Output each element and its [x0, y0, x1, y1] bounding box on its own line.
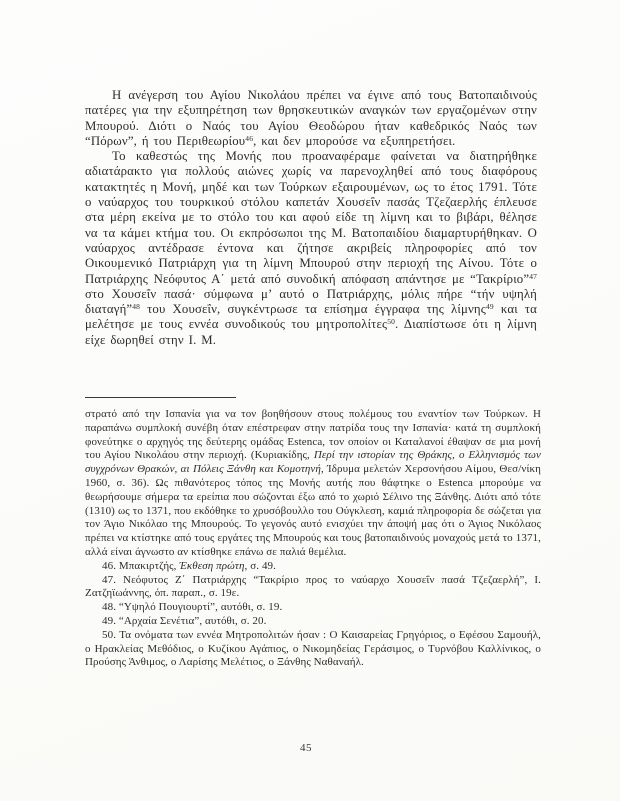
page-number: 45 [300, 742, 312, 754]
footnote-separator-rule [85, 397, 236, 398]
body-text-run: 46. Μπακιρτζής, [102, 559, 180, 572]
footnote-reference-superscript: 49 [485, 302, 494, 312]
footnotes-block [85, 408, 541, 670]
main-text-block [85, 88, 537, 348]
body-text-run: Το καθεστώς της Μονής που προαναφέραμε φαίνεται να διατηρήθηκε αδιατάρακτο για πολλούς αιώνες χωρίς να παρενοχληθεί από τους διαφόρους κατακτητές η Μονή, μηδέ και των Τούρκων εξαιρουμένων, ως το έτος 1791. Τότε ο ναύαρχος του τουρκικού στόλου καπετάν Χουσεΐν πασάς Τζεζαερλής έπλευσε στα μέρη εκείνα με το στόλο του και αφού είδε τη λίμνη και το βιβάρι, θέλησε να τα κάμει κτήμα του. Οι εκπρόσωποι της Μ. Βατοπαιδίου διαμαρτυρήθηκαν. Ο ναύαρχος αντέδρασε έντονα και ζήτησε ακριβείς πληροφορίες από τον Οικουμενικό Πατριάρχη για τη λίμνη Μπουρού στην περιοχή της Αίνου. Τότε ο Πατριάρχης Νεόφυτος Α΄ μετά από συνοδική απόφαση απάντησε με “Τακρίριο” [85, 149, 537, 286]
body-text-run: στο Χουσεΐν πασά· σύμφωνα μ’ αυτό ο Πατριάρχης, μόλις πήρε “τήν υψηλή διαταγή” [85, 286, 537, 317]
body-text-run: , Ίδρυμα μελετών Χερσονήσου Αίμου, Θεσ/νίκη 1960, σ. 36). Ως πιθανότερος τόπος της Μονής αυτής που θάφτηκε ο Estenca μπορούμε να θεωρήσουμε σήμερα τα ερείπια που σώζονται έξω από το χωριό Σέλινο της Ξάνθης. Διότι από τότε (1310) ως το 1371, που εκδόθηκε το χρυσόβουλλο του Ούγκλεση, καμιά πληροφορία δε σώζεται για τον Άγιο Νικόλαο της Μπουρούς. Το γεγονός αυτό ενισχύει την άποψή μας ότι ο Άγιος Νικόλαος πρέπει να κτίστηκε από τους εργάτες της Μπουρούς και τους βατοπαιδινούς μοναχούς μετά το 1371, αλλά είναι άγνωστο αν κτίσθηκε επάνω σε παλιά θεμέλια. [85, 463, 541, 558]
footnote-reference-superscript: 47 [529, 271, 537, 281]
italic-title-text: Έκθεση πρώτη [179, 559, 245, 572]
body-text-run: . Διαπίστωσε ότι η λίμνη είχε δωρηθεί στην Ι. Μ. [85, 317, 537, 347]
body-text-run: 48. “Υψηλό Πουγιουρτί”, αυτόθι, σ. 19. [102, 601, 283, 614]
body-text-run: στρατό από την Ισπανία για να τον βοηθήσουν στους πολέμους του εναντίον των Τούρκων. Η παραπάνω συμπλοκή συνέβη όταν επέστρεφαν στην πατρίδα τους την Ισπανία· κατά τη συμπλοκή φονεύτηκε ο αρχηγός της δεύτερης ομάδας Estenca, τον οποίον οι Καταλανοί έθαψαν σε μια μονή του Αγίου Νικολάου στην περιοχή. (Κυριακίδης, [85, 408, 541, 462]
paragraph-agios-nikolaos [85, 88, 537, 149]
footnote-50 [85, 629, 541, 670]
footnote-continuation [85, 408, 541, 560]
body-text-run: , σ. 49. [244, 559, 277, 572]
body-text-run: 50. Τα ονόματα των εννέα Μητροπολιτών ήσαν : Ο Καισαρείας Γρηγόριος, ο Εφέσου Σαμουήλ, ο Ηρακλείας Μεθόδιος, ο Κυζίκου Αγάπιος, ο Νικομηδείας Γεράσιμος, ο Τυρνόβου Καλλίνικος, ο Προύσης Άνθιμος, ο Λαρίσης Μελέτιος, ο Ξάνθης Ναθαναήλ. [85, 628, 541, 669]
footnote-46 [85, 560, 541, 574]
body-text-run: , και δεν μπορούσε να εξυπηρετήσει. [253, 133, 456, 148]
italic-title-text: Περί την ιστορίαν της Θράκης, ο Ελληνισμός των συγχρόνων Θρακών, αι Πόλεις Ξάνθη και Κομοτηνή [85, 449, 541, 476]
body-text-run: 47. Νεόφυτος Ζ΄ Πατριάρχης “Τακρίριο προς το ναύαρχο Χουσεΐν πασά Τζεζαερλή”, Ι. Ζατζηϊωάννης, όπ. παραπ., σ. 19ε. [85, 573, 541, 600]
footnote-48 [85, 601, 541, 615]
body-text-run: 49. “Αρχαία Σενέτια”, αυτόθι, σ. 20. [102, 614, 267, 627]
body-text-run: του Χουσεΐν, συγκέντρωσε τα επίσημα έγγραφα της λίμνης [140, 302, 486, 317]
footnote-reference-superscript: 50 [387, 317, 396, 327]
body-text-run: και τα μελέτησε με τους εννέα συνοδικούς του μητροπολίτες [85, 302, 537, 332]
footnote-reference-superscript: 48 [132, 302, 141, 312]
footnote-49 [85, 615, 541, 629]
paragraph-moni-kathestos [85, 149, 537, 348]
body-text-run: Η ανέγερση του Αγίου Νικολάου πρέπει να έγινε από τους Βατοπαιδινούς πατέρες για την εξυπηρέτηση των θρησκευτικών αναγκών των εργαζομένων στην Μπουρού. Διότι ο Ναός του Αγίου Θεοδώρου ήταν καθεδρικός Ναός των “Πόρων”, ή του Περιθεωρίου [85, 88, 537, 148]
footnote-47 [85, 574, 541, 602]
footnote-reference-superscript: 46 [245, 133, 254, 143]
